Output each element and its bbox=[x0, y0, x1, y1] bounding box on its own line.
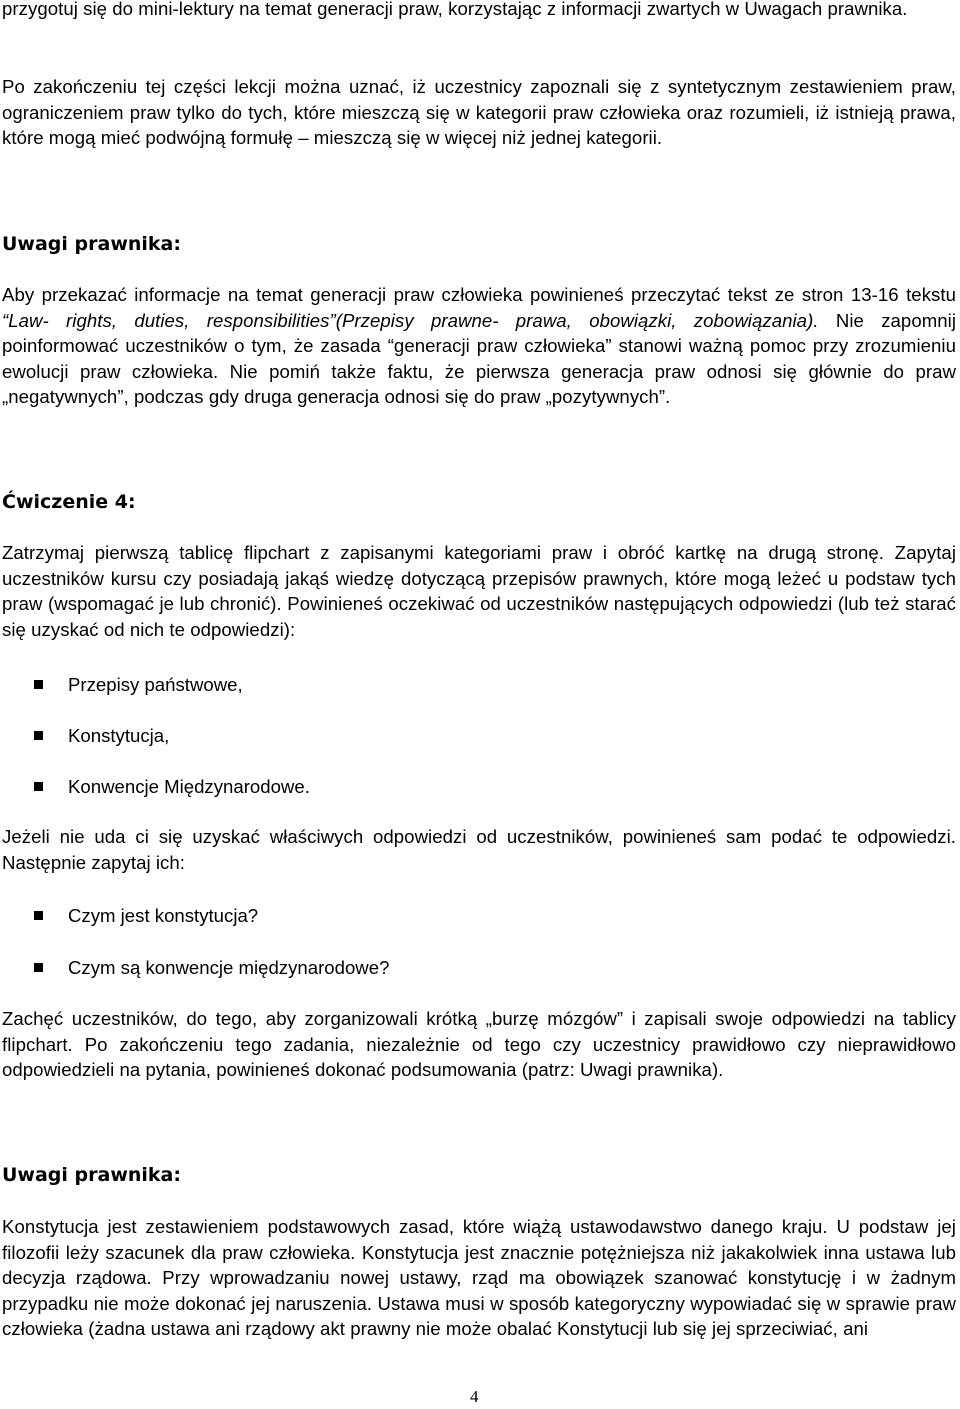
page-number: 4 bbox=[470, 1387, 479, 1406]
list-item bbox=[0, 774, 900, 800]
list-item bbox=[0, 723, 900, 749]
square-bullet-icon bbox=[34, 731, 43, 740]
lawyer-notes-heading: Uwagi prawnika: bbox=[2, 233, 181, 255]
constitution-paragraph: Konstytucja jest zestawieniem podstawowych zasad, które wiążą ustawodawstwo danego kraju. U podstaw jej filozofii leży szacunek dla praw człowieka. Konstytucja jest znacznie potężniejsza niż jakakolwiek inna ustawa lub decyzja rządowa. Przy wprowadzaniu nowej ustawy, rząd ma obowiązek szanować konstytucję i w żadnym przypadku nie może dokonać jej naruszenia. Ustawa musi w sposób kategoryczny wypowiadać się w sprawie praw człowieka (żadna ustawa ani rządowy akt prawny nie może obalać Konstytucji lub się jej sprzeciwiać, ani bbox=[2, 1216, 956, 1340]
list-item bbox=[0, 955, 900, 981]
document-title-italic: “Law- rights, duties, responsibilities”(Przepisy prawne- prawa, obowiązki, zobowiązania). bbox=[2, 309, 819, 331]
square-bullet-icon bbox=[34, 782, 43, 791]
list-item bbox=[0, 903, 900, 929]
list-item-label: Przepisy państwowe, bbox=[68, 674, 243, 695]
list-item-label: Konwencje Międzynarodowe. bbox=[68, 776, 310, 797]
lawyer-notes-text-end: Nie zapomnij poinformować uczestników o tym, że zasada “generacji praw człowieka” stanowi ważną pomoc przy zrozumieniu ewolucji praw człowieka. Nie pomiń także faktu, że pierwsza generacja praw odnosi się głównie do praw „negatywnych”, podczas gdy druga generacja odnosi się do praw „pozytywnych”. bbox=[2, 309, 956, 408]
summary-paragraph: Po zakończeniu tej części lekcji można uznać, iż uczestnicy zapoznali się z syntetycznym zestawieniem praw, ograniczeniem praw tylko do tych, które mieszczą się w kategorii praw człowieka oraz rozumieli, iż istnieją prawa, które mogą mieć podwójną formułę – mieszczą się w więcej niż jednej kategorii. bbox=[2, 76, 956, 149]
list-item-label: Czym są konwencje międzynarodowe? bbox=[68, 957, 390, 978]
list-item bbox=[0, 672, 900, 698]
exercise-4-paragraph: Zatrzymaj pierwszą tablicę flipchart z zapisanymi kategoriami praw i obróć kartkę na drugą stronę. Zapytaj uczestników kursu czy posiadają jakąś wiedzę dotyczącą przepisów prawnych, które mogą leżeć u podstaw tych praw (wspomagać je lub chronić). Powinieneś oczekiwać od uczestników następujących odpowiedzi (lub też starać się uzyskać od nich te odpowiedzi): bbox=[2, 542, 956, 640]
brainstorm-paragraph: Zachęć uczestników, do tego, aby zorganizowali krótką „burzę mózgów” i zapisali swoje odpowiedzi na tablicy flipchart. Po zakończeniu tego zadania, niezależnie od tego czy uczestnicy prawidłowo czy nieprawidłowo odpowiedzieli na pytania, powinieneś dokonać podsumowania (patrz: Uwagi prawnika). bbox=[2, 1008, 956, 1081]
square-bullet-icon bbox=[34, 963, 43, 972]
lawyer-notes-text-start: Aby przekazać informacje na temat generacji praw człowieka powinieneś przeczytać tekst ze stron 13-16 tekstu bbox=[2, 284, 956, 305]
list-item-label: Konstytucja, bbox=[68, 725, 170, 746]
intro-paragraph: przygotuj się do mini-lektury na temat generacji praw, korzystając z informacji zwartych w Uwagach prawnika. bbox=[2, 0, 908, 19]
follow-up-paragraph: Jeżeli nie uda ci się uzyskać właściwych odpowiedzi od uczestników, powinieneś sam podać te odpowiedzi. Następnie zapytaj ich: bbox=[2, 826, 956, 873]
list-item-label: Czym jest konstytucja? bbox=[68, 905, 259, 926]
lawyer-notes-paragraph bbox=[2, 282, 956, 410]
square-bullet-icon bbox=[34, 911, 43, 920]
lawyer-notes-heading-2: Uwagi prawnika: bbox=[2, 1164, 181, 1186]
square-bullet-icon bbox=[34, 680, 43, 689]
exercise-4-heading: Ćwiczenie 4: bbox=[2, 491, 136, 513]
